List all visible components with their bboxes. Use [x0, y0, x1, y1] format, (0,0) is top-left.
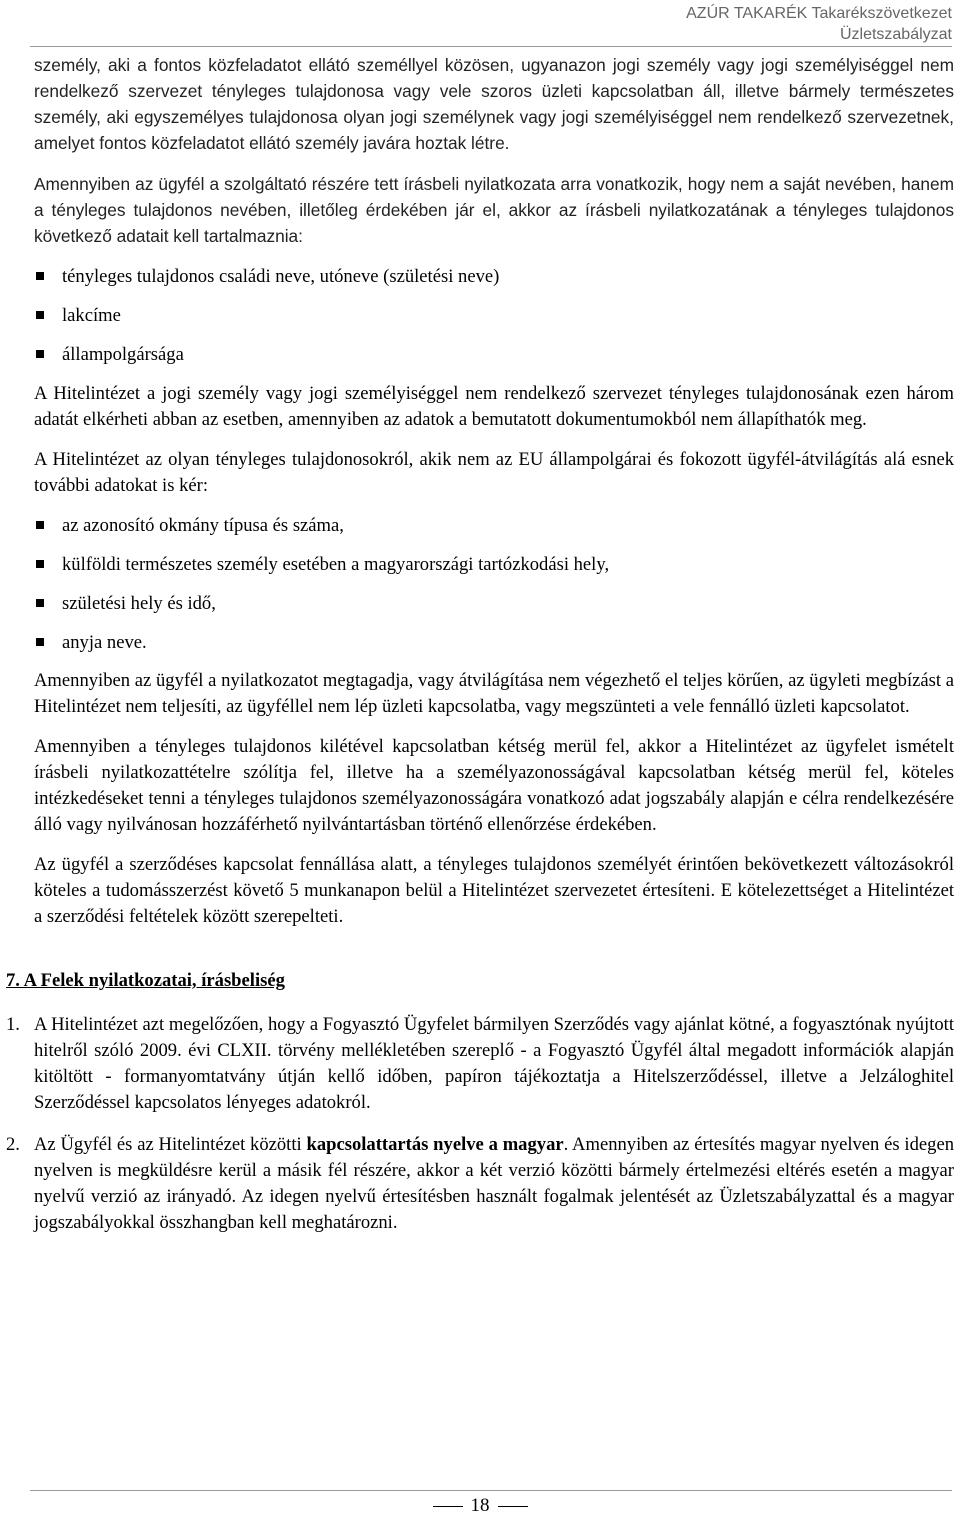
square-bullet-icon: [36, 272, 44, 280]
header-institution: AZÚR TAKARÉK Takarékszövetkezet: [686, 5, 952, 22]
numbered-list: [6, 1012, 954, 1236]
item-text-post: . Amennyiben az értesítés magyar nyelven és idegen nyelven is megküldésre kerül a másik fél részére, akkor a két verzió közötti bármely értelmezési eltérés esetén a magyar nyelvű verzió az irányadó. Az idegen nyelvű értesítésben használt fogalmak jelentését az Üzletszabályzattal és a magyar jogszabályokkal összhangban kell meghatározni.: [34, 1134, 954, 1233]
square-bullet-icon: [36, 638, 44, 646]
list-item: tényleges tulajdonos családi neve, utóneve (születési neve): [34, 264, 954, 290]
square-bullet-icon: [36, 521, 44, 529]
page-number: [0, 1495, 960, 1517]
page-header: [686, 3, 952, 45]
paragraph-three-data: A Hitelintézet a jogi személy vagy jogi személyiséggel nem rendelkező szervezet tényleges tulajdonosának ezen három adatát elkérheti abban az esetben, amennyiben az adatok a bemutatott dokumentumokból nem állapíthatók meg.: [34, 383, 954, 430]
header-document-title: Üzletszabályzat: [839, 26, 952, 43]
numbered-item-1: [6, 1012, 954, 1116]
paragraph-client-declaration: Amennyiben az ügyfél a szolgáltató részére tett írásbeli nyilatkozata arra vonatkozik, hogy nem a saját nevében, hanem a tényleges tulajdonos nevében, illetőleg érdekében jár el, akkor az írásbeli nyilatkozatának a tényleges tulajdonos következő adatait kell tartalmaznia:: [34, 174, 954, 246]
page-number-text: 18: [470, 1495, 490, 1516]
paragraph-doubt: Amennyiben a tényleges tulajdonos kilétével kapcsolatban kétség merül fel, akkor a Hitelintézet az ügyfelet ismételt írásbeli nyilatkozattételre szólítja fel, illetve ha a személyazonosságával kapcsolatban kétség merül fel, köteles intézkedéseket tenni a tényleges tulajdonos személyazonosságára vonatkozó adat jogszabály alapján e célra rendelkezésére álló vagy nyilvánosan hozzáférhető nyilvántartásban történő ellenőrzése érdekében.: [34, 736, 954, 835]
list-item: születési hely és idő,: [34, 591, 954, 617]
square-bullet-icon: [36, 350, 44, 358]
list-item: külföldi természetes személy esetében a magyarországi tartózkodási hely,: [34, 552, 954, 578]
document-body: [6, 52, 954, 1252]
paragraph-refusal: Amennyiben az ügyfél a nyilatkozatot megtagadja, vagy átvilágítása nem végezhető el teljes körűen, az ügyleti megbízást a Hitelintézet nem teljesíti, az ügyféllel nem lép üzleti kapcsolatba, vagy megszünteti a vele fennálló üzleti kapcsolatot.: [34, 670, 954, 717]
paragraph-definition: személy, aki a fontos közfeladatot ellátó személlyel közösen, ugyanazon jogi személy vagy jogi személyiséggel nem rendelkező szervezet tényleges tulajdonosa vagy vele szoros üzleti kapcsolatban áll, illetve bármely természetes személy, aki egyszemélyes tulajdonosa olyan jogi személynek vagy jogi személyiséggel nem rendelkező szervezetnek, amelyet fontos közfeladatot ellátó személy javára hoztak létre.: [34, 55, 954, 153]
dash-left: [433, 1506, 463, 1507]
item-text-bold: kapcsolattartás nyelve a magyar: [306, 1134, 564, 1155]
section-heading: 7. A Felek nyilatkozatai, írásbeliség: [6, 970, 285, 991]
header-divider: [30, 46, 952, 47]
list-item: lakcíme: [34, 303, 954, 329]
item-text: A Hitelintézet azt megelőzően, hogy a Fogyasztó Ügyfelet bármilyen Szerződés vagy ajánlat kötné, a fogyasztónak nyújtott hitelről szóló 2009. évi CLXII. törvény mellékletében szereplő - a Fogyasztó Ügyfél által megadott információk alapján kitöltött - formanyomtatvány útján kellő időben, papíron tájékoztatja a Hitelszerződéssel, illetve a Jelzáloghitel Szerződéssel kapcsolatos lényeges adatokról.: [34, 1014, 954, 1113]
item-number: 1.: [6, 1014, 20, 1035]
list-item: az azonosító okmány típusa és száma,: [34, 513, 954, 539]
footer-divider: [30, 1490, 952, 1491]
owner-data-list: [34, 264, 954, 368]
numbered-item-2: [6, 1132, 954, 1236]
list-item: állampolgársága: [34, 342, 954, 368]
item-text-pre: Az Ügyfél és az Hitelintézet közötti: [34, 1134, 307, 1155]
square-bullet-icon: [36, 560, 44, 568]
square-bullet-icon: [36, 311, 44, 319]
dash-right: [498, 1506, 528, 1507]
additional-data-list: [34, 513, 954, 656]
list-item: anyja neve.: [34, 630, 954, 656]
paragraph-non-eu: A Hitelintézet az olyan tényleges tulajdonosokról, akik nem az EU állampolgárai és fokozott ügyfél-átvilágítás alá esnek további adatokat is kér:: [34, 449, 954, 496]
paragraph-change-notice: Az ügyfél a szerződéses kapcsolat fennállása alatt, a tényleges tulajdonos személyét érintően bekövetkezett változásokról köteles a tudomásszerzést követő 5 munkanapon belül a Hitelintézet szervezetet értesíteni. E kötelezettséget a Hitelintézet a szerződési feltételek között szerepelteti.: [34, 854, 954, 927]
square-bullet-icon: [36, 599, 44, 607]
item-number: 2.: [6, 1134, 20, 1155]
